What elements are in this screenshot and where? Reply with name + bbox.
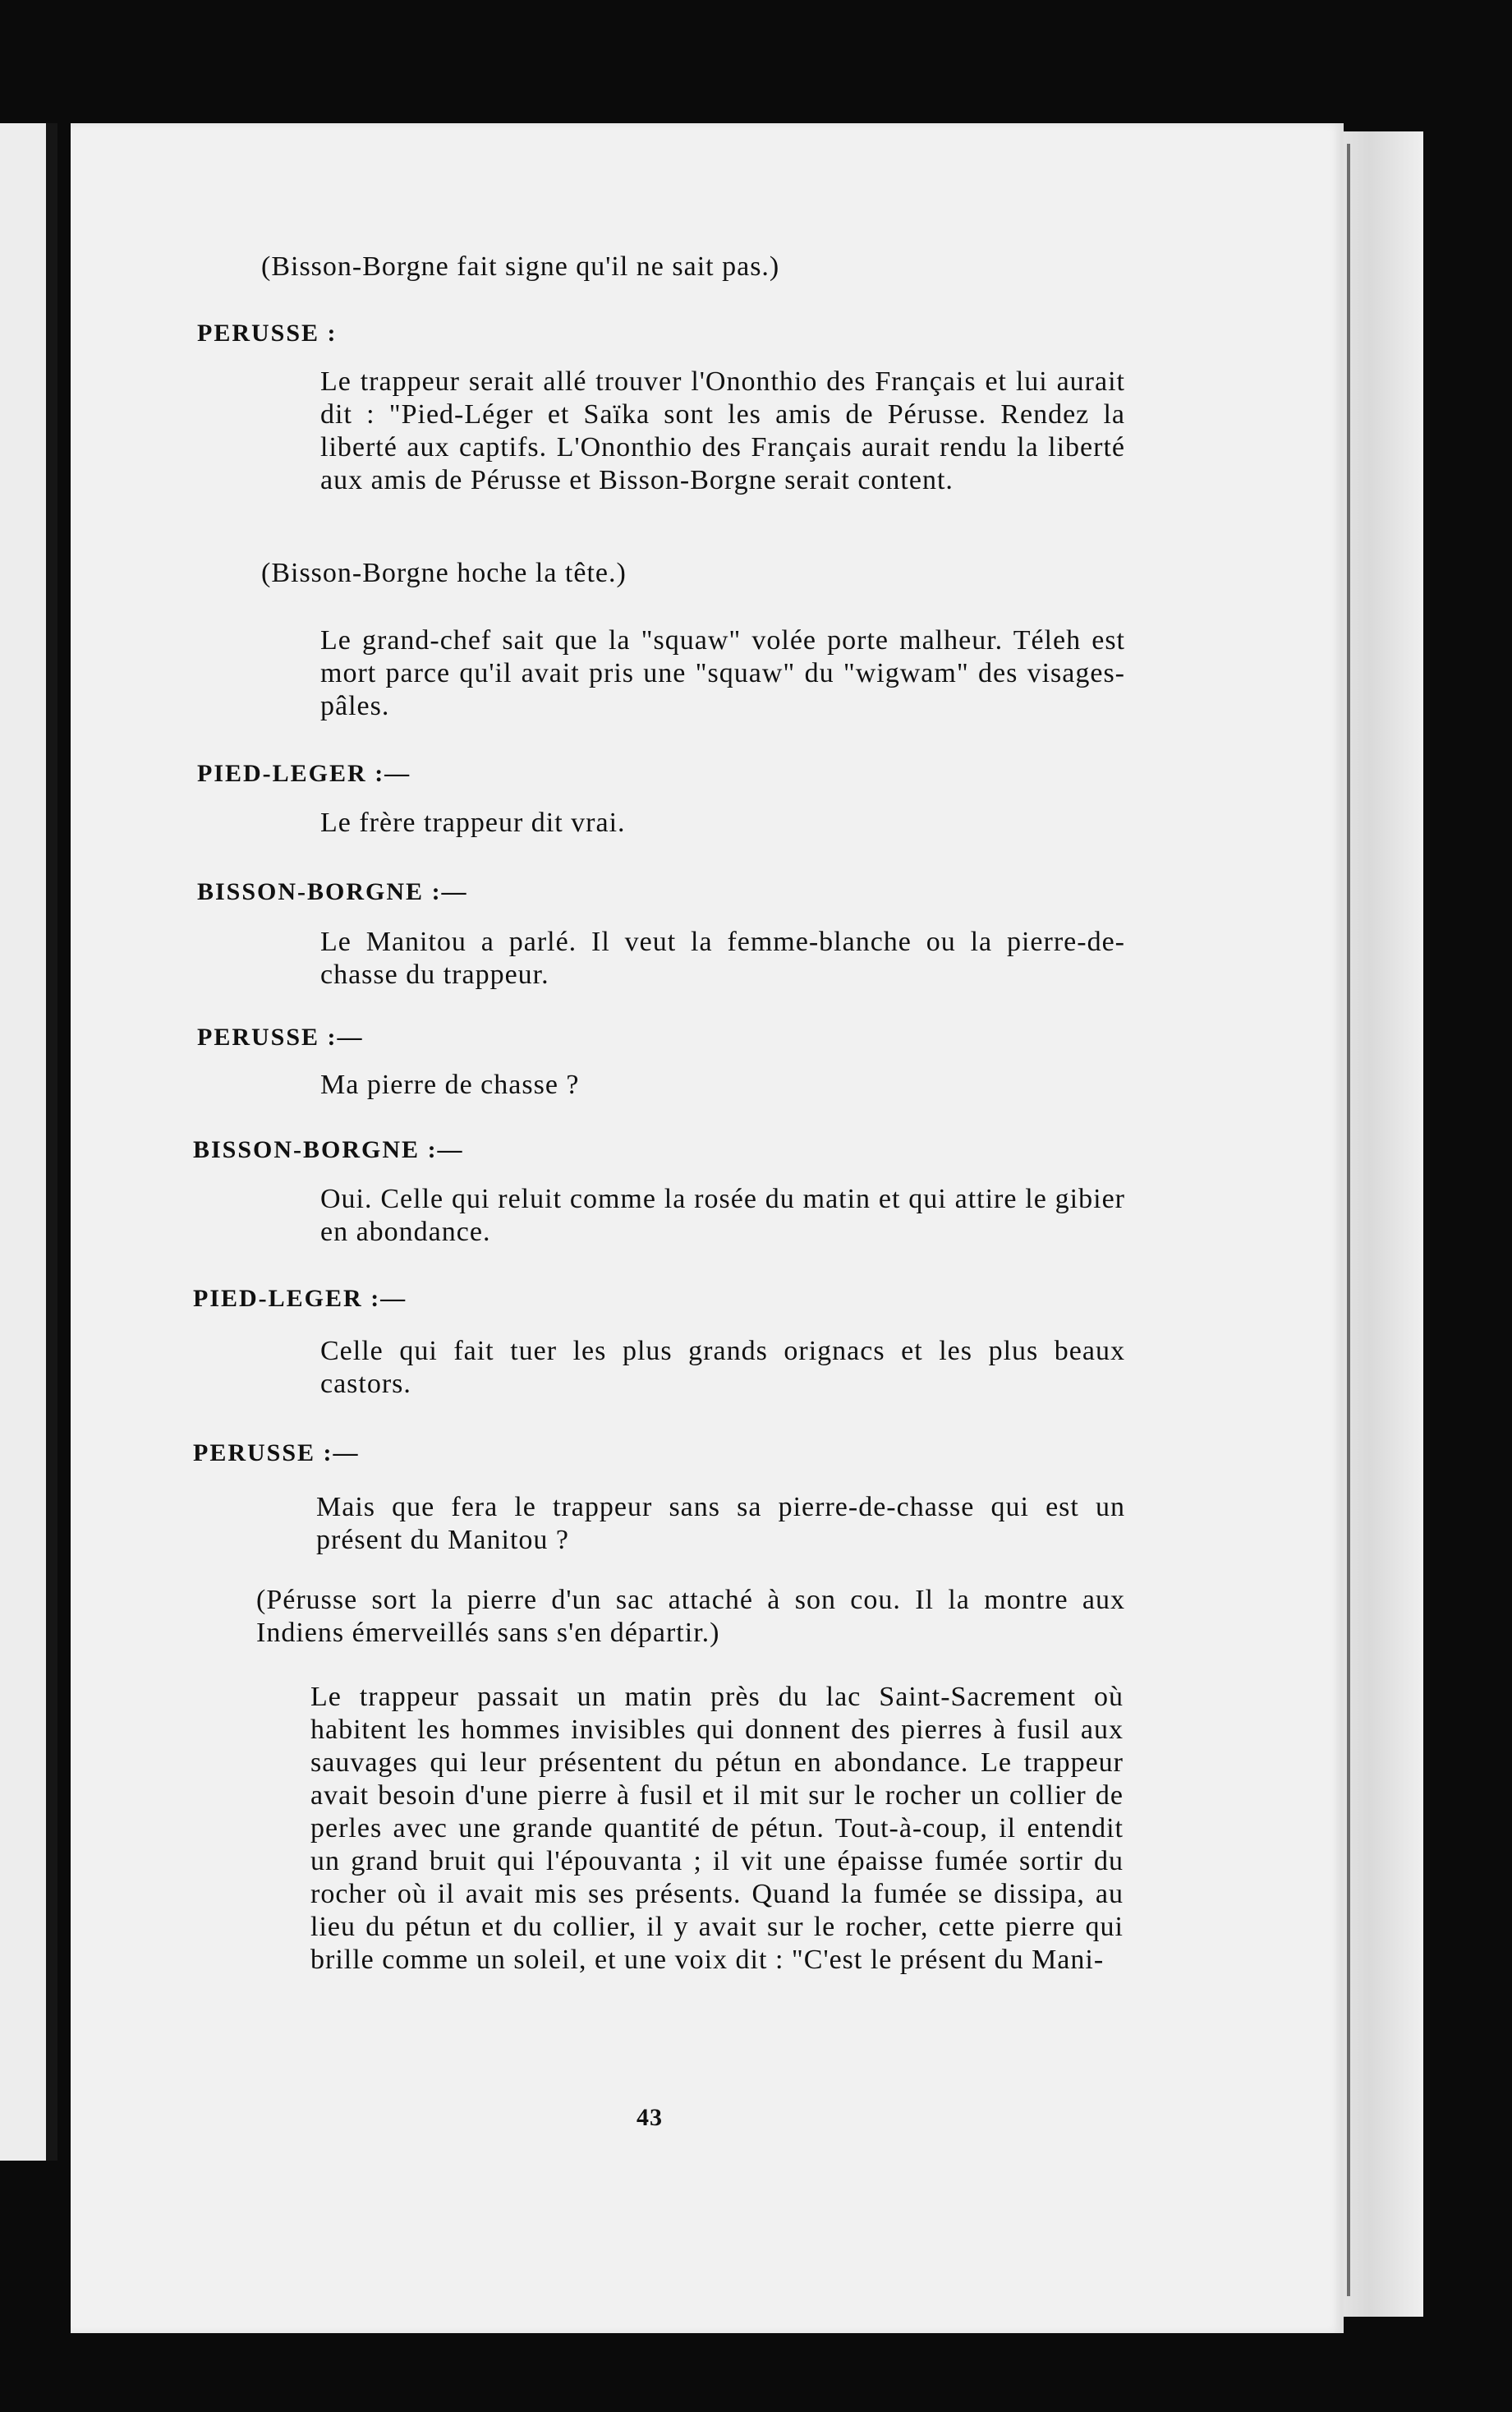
- speaker-name: PERUSSE :: [197, 320, 338, 347]
- speaker-name: PIED-LEGER :—: [193, 1285, 407, 1312]
- speech-text: Le trappeur serait allé trouver l'Ononthio des Français et lui aurait dit : "Pied-Léger et Saïka sont les amis de Pérusse. Rendez la liberté aux captifs. L'Ononthio des Français aurait rendu la liberté aux amis de Pérusse et Bisson-Borgne serait content.: [320, 366, 1125, 495]
- speech-text: Le frère trappeur dit vrai.: [320, 808, 626, 838]
- speech-text: Celle qui fait tuer les plus grands orignacs et les plus beaux castors.: [320, 1336, 1125, 1399]
- speaker-name: PERUSSE :—: [197, 1024, 364, 1051]
- speech-text: Oui. Celle qui reluit comme la rosée du matin et qui attire le gibier en abondance.: [320, 1184, 1125, 1247]
- speech-text: Ma pierre de chasse ?: [320, 1070, 580, 1100]
- page-number: 43: [637, 2104, 663, 2131]
- speech-text: Le Manitou a parlé. Il veut la femme-blanche ou la pierre-de-chasse du trappeur.: [320, 927, 1125, 990]
- speaker-name: BISSON-BORGNE :—: [197, 878, 468, 905]
- speech-text: Le trappeur passait un matin près du lac Saint-Sacrement où habitent les hommes invisibles qui donnent des pierres à fusil aux sauvages qui leur présentent du pétun en abondance. Le trappeur avait besoin d'une pierre à fusil et il mit sur le rocher un collier de perles avec une grande quantité de pétun. Tout-à-coup, il entendit un grand bruit qui l'épouvanta ; il vit une épaisse fumée sortir du rocher où il avait mis ses présents. Quand la fumée se dissipa, au lieu du pétun et du collier, il y avait sur le rocher, cette pierre qui brille comme un soleil, et une voix dit : "C'est le présent du Mani-: [310, 1682, 1124, 1975]
- stage-direction: (Pérusse sort la pierre d'un sac attaché à son cou. Il la montre aux Indiens émerveillés sans s'en départir.): [256, 1585, 1125, 1648]
- stage-direction: (Bisson-Borgne hoche la tête.): [261, 558, 627, 588]
- speaker-name: PERUSSE :—: [193, 1439, 360, 1466]
- speech-text: Mais que fera le trappeur sans sa pierre-de-chasse qui est un présent du Manitou ?: [316, 1492, 1125, 1555]
- speaker-name: BISSON-BORGNE :—: [193, 1136, 464, 1163]
- speaker-name: PIED-LEGER :—: [197, 760, 411, 787]
- speech-text: Le grand-chef sait que la "squaw" volée porte malheur. Téleh est mort parce qu'il avait pris une "squaw" du "wigwam" des visages-pâles.: [320, 625, 1125, 721]
- stage-direction: (Bisson-Borgne fait signe qu'il ne sait pas.): [261, 251, 780, 282]
